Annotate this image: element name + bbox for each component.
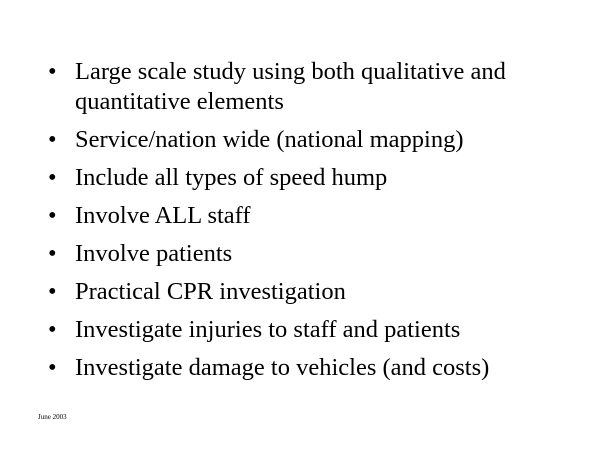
bullet-dot-icon: • bbox=[48, 240, 57, 267]
bullet-text: Investigate damage to vehicles (and costs) bbox=[75, 354, 490, 381]
bullet-dot-icon: • bbox=[48, 202, 57, 229]
bullet-item bbox=[48, 277, 568, 307]
bullet-item bbox=[48, 201, 568, 231]
bullet-text: Involve ALL staff bbox=[75, 202, 251, 229]
bullet-item bbox=[48, 315, 568, 345]
bullet-text: Include all types of speed hump bbox=[75, 164, 388, 191]
bullet-dot-icon: • bbox=[48, 58, 57, 85]
bullet-text: Large scale study using both qualitative and quantitative elements bbox=[75, 58, 506, 115]
bullet-text: Investigate injuries to staff and patients bbox=[75, 316, 461, 343]
bullet-item bbox=[48, 125, 568, 155]
bullet-dot-icon: • bbox=[48, 316, 57, 343]
bullet-dot-icon: • bbox=[48, 354, 57, 381]
footer-date: June 2003 bbox=[38, 413, 67, 421]
bullet-item bbox=[48, 163, 568, 193]
bullet-dot-icon: • bbox=[48, 126, 57, 153]
bullet-item bbox=[48, 239, 568, 269]
bullet-item bbox=[48, 353, 568, 383]
bullet-dot-icon: • bbox=[48, 278, 57, 305]
bullet-text: Practical CPR investigation bbox=[75, 278, 346, 305]
bullet-list bbox=[48, 57, 568, 391]
bullet-text: Involve patients bbox=[75, 240, 233, 267]
bullet-item bbox=[48, 57, 568, 117]
bullet-text: Service/nation wide (national mapping) bbox=[75, 126, 464, 153]
bullet-dot-icon: • bbox=[48, 164, 57, 191]
